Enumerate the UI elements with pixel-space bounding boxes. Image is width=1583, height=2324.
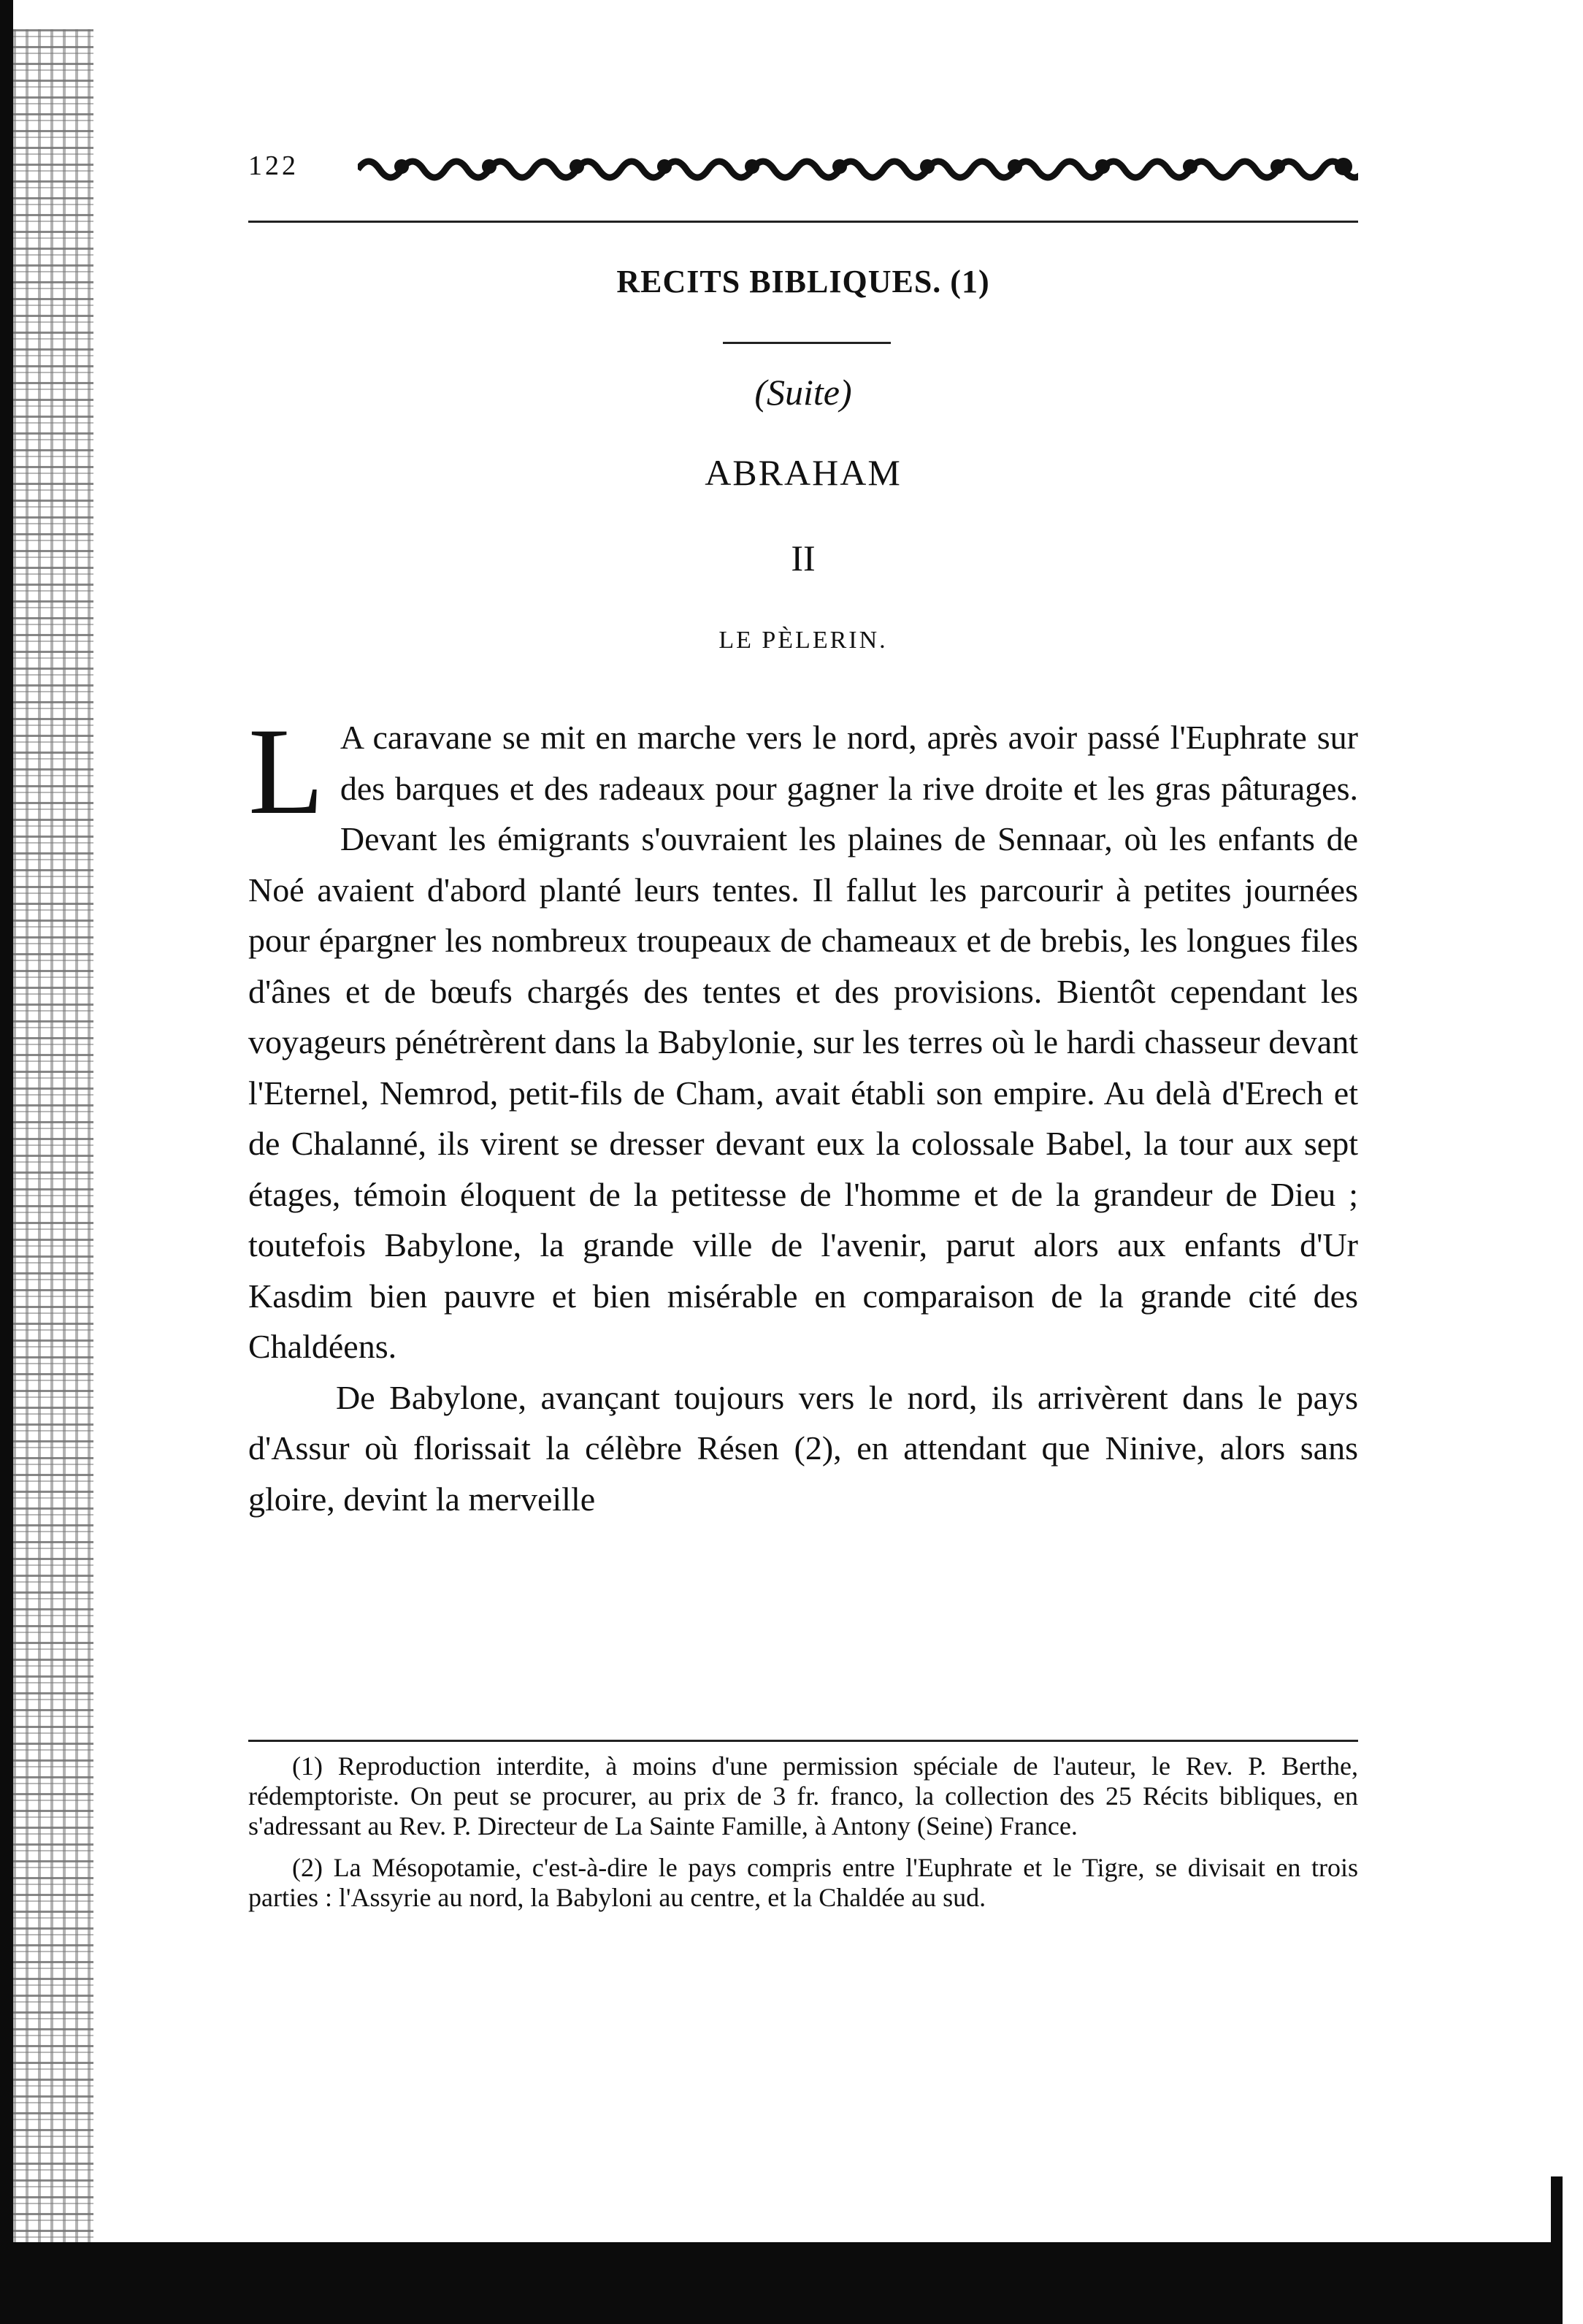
footnote-1: (1) Reproduction interdite, à moins d'une permission spéciale de l'auteur, le Rev. P. Berthe, rédemptoriste. On peut se procurer, au prix de 3 fr. franco, la collection des 25 Récits bibliques, en s'adressant au Rev. P. Directeur de La Sainte Famille, à Antony (Seine) France.: [248, 1751, 1358, 1841]
section-subtitle: (Suite): [754, 372, 852, 413]
binding-shadow: [0, 0, 13, 2324]
body-text: [248, 703, 1358, 1524]
binding-noise: [13, 29, 93, 2250]
decorative-rule-icon: [358, 145, 1358, 188]
footnote-2: (2) La Mésopotamie, c'est-à-dire le pays compris entre l'Euphrate et le Tigre, se divisait en trois parties : l'Assyrie au nord, la Babyloni au centre, et la Chaldée au sud.: [248, 1853, 1358, 1912]
scan-binding-edge: [0, 0, 67, 2324]
chapter-subtitle: LE PÈLERIN.: [718, 627, 888, 654]
page-number: 122: [248, 150, 299, 181]
header-rule: [248, 221, 1358, 223]
scan-right-edge-mark: [1551, 2176, 1563, 2250]
scan-bottom-edge: [0, 2242, 1563, 2324]
section-title: RECITS BIBLIQUES. (1): [616, 264, 990, 299]
footnotes: [248, 1751, 1358, 1924]
body-paragraph-1: [248, 703, 1358, 1372]
drop-cap: L: [248, 703, 324, 840]
body-paragraph-2: De Babylone, avançant toujours vers le nord, ils arrivèrent dans le pays d'Assur où florissait la célèbre Résen (2), en attendant que Ninive, alors sans gloire, devint la merveille: [248, 1378, 1358, 1518]
footnote-rule: [248, 1740, 1358, 1742]
paragraph-1-text: A caravane se mit en marche vers le nord, après avoir passé l'Euphrate sur des barques et des radeaux pour gagner la rive droite et les gras pâturages. Devant les émigrants s'ouvraient les plaines de Sennaar, où les enfants de Noé avaient d'abord planté leurs tentes. Il fallut les parcourir à petites journées pour épargner les nombreux troupeaux de chameaux et de brebis, les longues files d'ânes et de bœufs chargés des tentes et des provisions. Bientôt cependant les voyageurs pénétrèrent dans la Babylonie, sur les terres où le hardi chasseur devant l'Eternel, Nemrod, petit-fils de Cham, avait établi son empire. Au delà d'Erech et de Chalanné, ils virent se dresser devant eux la colossale Babel, la tour aux sept étages, témoin éloquent de la petitesse de l'homme et de la grandeur de Dieu ; toutefois Babylone, la grande ville de l'avenir, parut alors aux enfants d'Ur Kasdim bien pauvre et bien misérable en comparaison de la grande cité des Chaldéens.: [248, 719, 1358, 1365]
chapter-number: II: [791, 538, 816, 578]
title-rule: [723, 342, 891, 344]
chapter-title: ABRAHAM: [705, 452, 902, 493]
